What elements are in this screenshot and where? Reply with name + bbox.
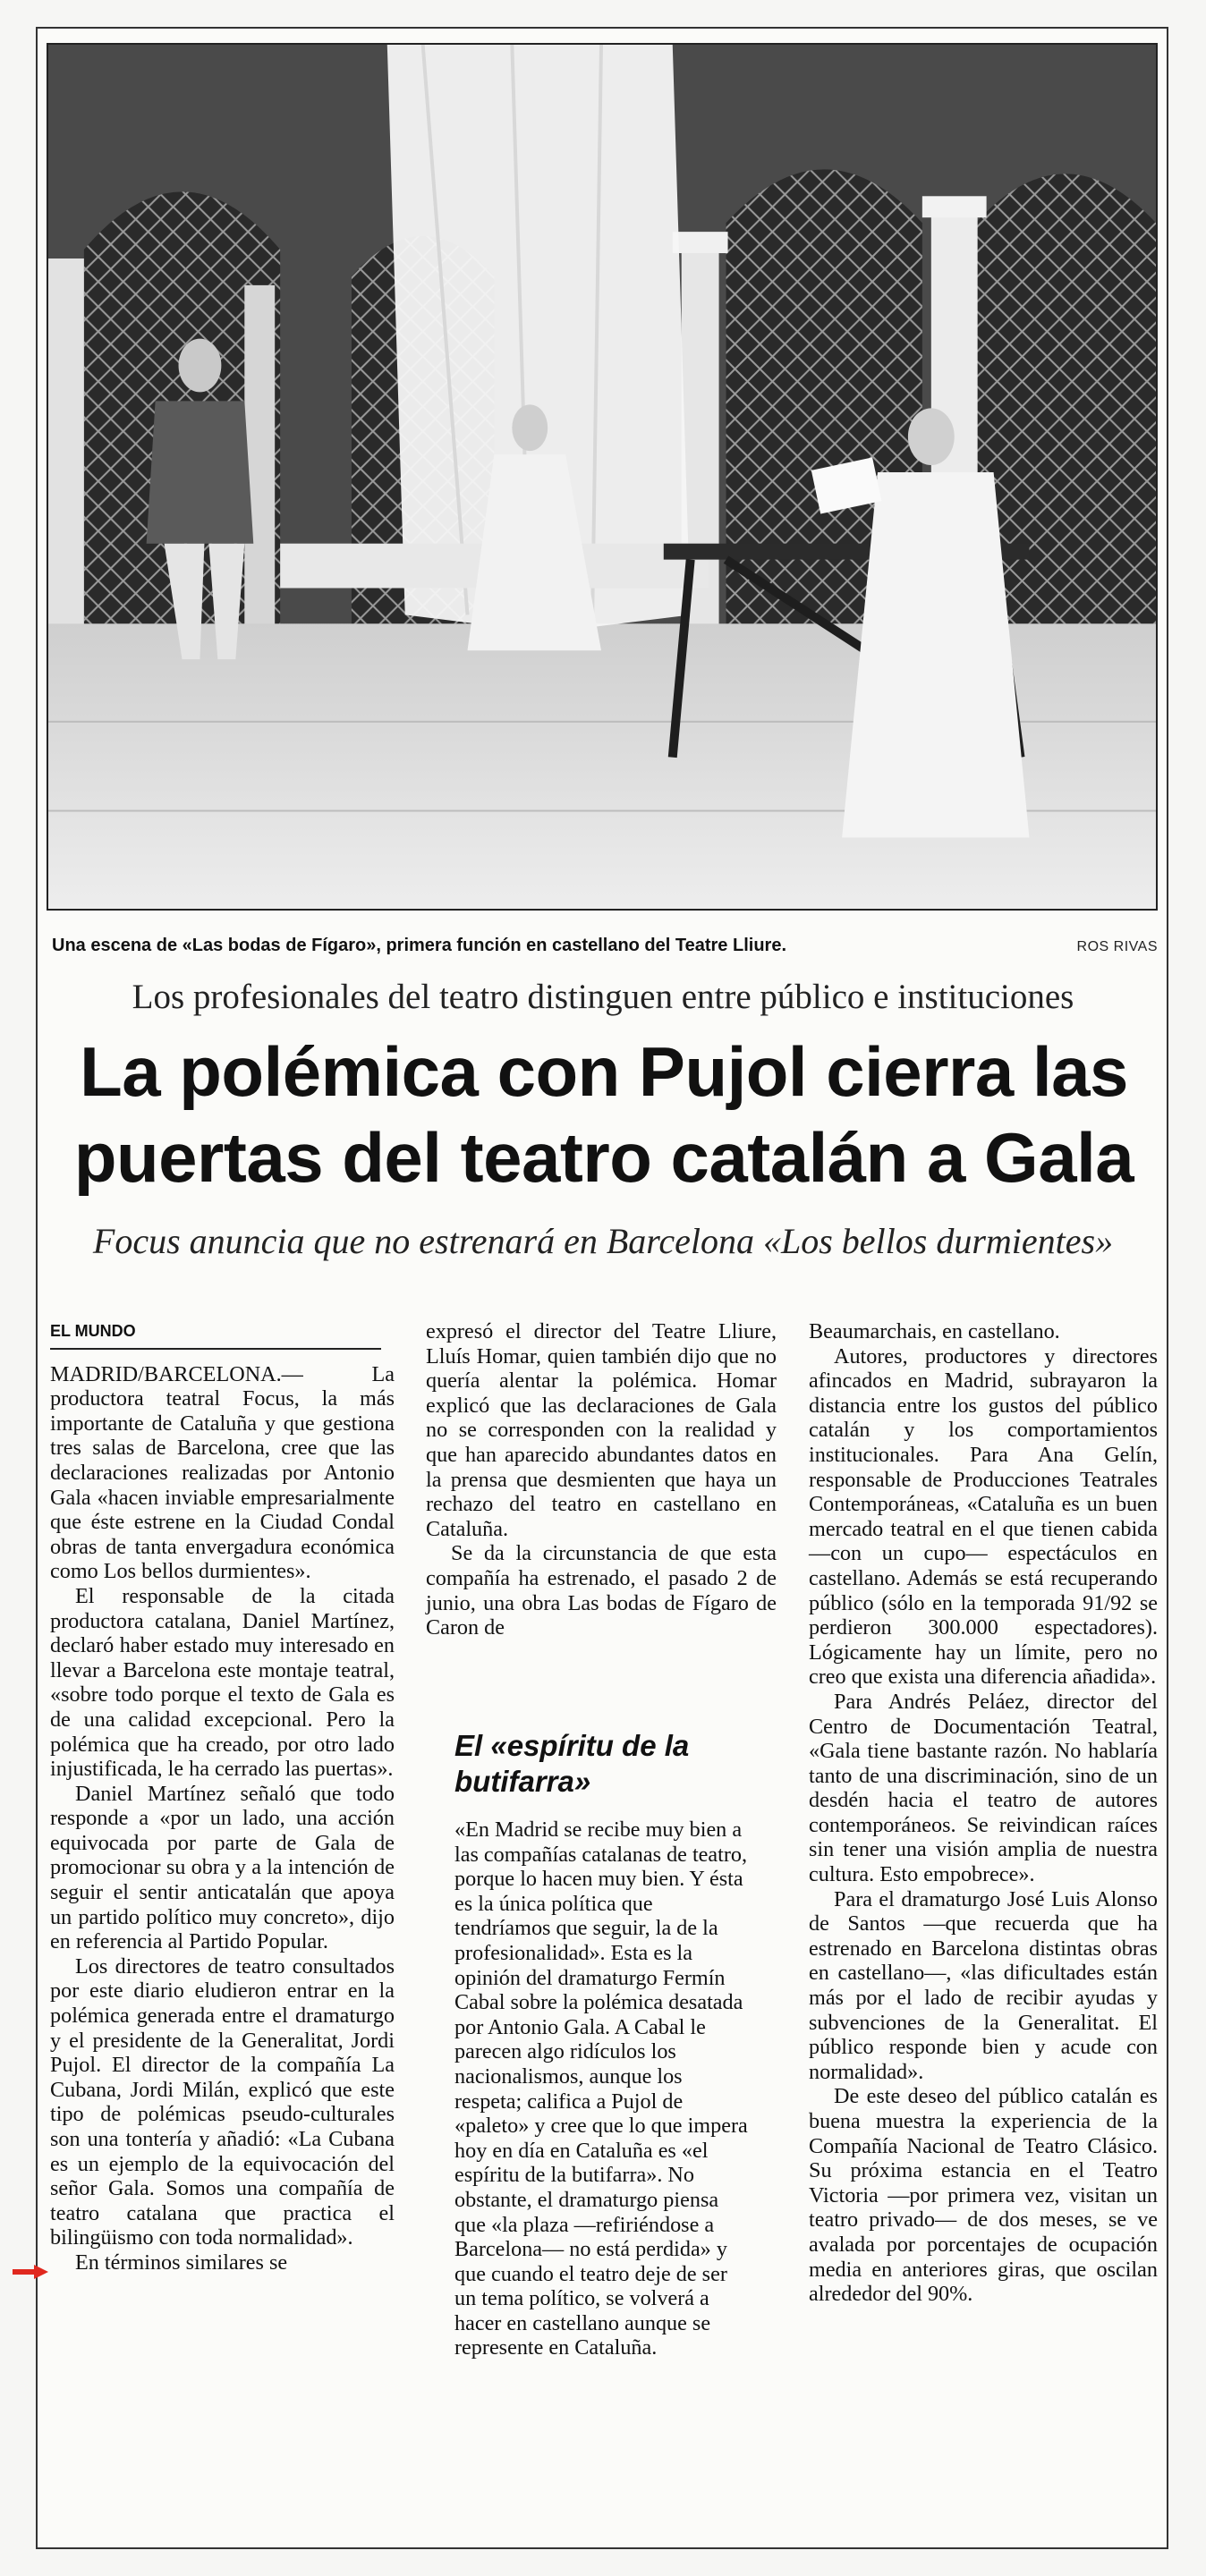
paragraph: MADRID/BARCELONA.— La productora teatral Focus, la más importante de Cataluña y que gestiona tres salas de Barcelona, cree que las declaraciones realizadas por Antonio Gala «hacen inviable empresarialmente que éste estrene en la Ciudad Condal obras de tanta envergadura económica como Los bellos durmientes». (50, 1361, 395, 1584)
article-column-2 (426, 1319, 777, 1640)
article-column-1 (50, 1319, 395, 2275)
theatre-scene-image (48, 45, 1156, 909)
photo-credit: ROS RIVAS (1076, 939, 1158, 954)
sidebar-body: «En Madrid se recibe muy bien a las compañías catalanas de teatro, porque lo hacen muy bien. Y ésta es la única política que tendríamos que seguir, la de la profesionalidad». Esta es la opinión del dramaturgo Fermín Cabal sobre la polémica desatada por Antonio Gala. A Cabal le parecen algo ridículos los nacionalismos, aunque los respeta; califica a Pujol de «paleto» y cree que lo que impera hoy en día en Cataluña es «el espíritu de la butifarra». No obstante, el dramaturgo piensa que «la plaza —refiriéndose a Barcelona— no está perdida» y que cuando el teatro deje de ser un tema político, se volverá a hacer en castellano aunque se represente en Cataluña. (454, 1818, 748, 2360)
sidebar-title: El «espíritu de la butifarra» (454, 1729, 690, 1798)
headline (47, 1029, 1161, 1200)
paragraph: El responsable de la citada productora catalana, Daniel Martínez, declaró haber estado muy interesado en llevar a Barcelona este montaje teatral, «sobre todo porque el texto de Gala es de una calidad excepcional. Pero la polémica que ha creado, por otro lado injustificada, le ha cerrado las puertas». (50, 1583, 395, 1782)
kicker: Los profesionales del teatro distinguen entre público e instituciones (132, 978, 1074, 1016)
headline-line-2: puertas del teatro catalán a Gala (73, 1118, 1134, 1197)
paragraph: En términos similares se (75, 2250, 288, 2275)
sidebar-box (454, 1728, 750, 2360)
paragraph: Beaumarchais, en castellano. (809, 1319, 1060, 1343)
paragraph: Daniel Martínez señaló que todo responde a «por un lado, una acción equivocada por parte de Gala de promocionar su obra y a la intención de seguir el sentir anticatalán que apoya un partido político muy concreto», dijo en referencia al Partido Popular. (50, 1781, 395, 1954)
subhead: Focus anuncia que no estrenará en Barcelona «Los bellos durmientes» (92, 1221, 1114, 1261)
paragraph: De este deseo del público catalán es buena muestra la experiencia de la Compañía Nacional de Teatro Clásico. Su próxima estancia en el Teatro Victoria —por primera vez, visitan un teatro privado— de dos meses, se ve avalada por porcentajes de ocupación media en anteriores giras, que oscilan alrededor del 90%. (809, 2084, 1158, 2307)
paragraph: Se da la circunstancia de que esta compañía ha estrenado, el pasado 2 de junio, una obra Las bodas de Fígaro de Caron de (426, 1541, 777, 1640)
paragraph: Los directores de teatro consultados por este diario eludieron entrar en la polémica generada entre el dramaturgo y el presidente de la Generalitat, Jordi Pujol. El director de la compañía La Cubana, Jordi Milán, explicó que este tipo de polémicas pseudo-culturales son una tontería y añadió: «La Cubana es un ejemplo de la equivocación del señor Gala. Somos una compañía de teatro catalana que practica el bilingüismo con toda normalidad». (50, 1953, 395, 2250)
paragraph: Para Andrés Peláez, director del Centro de Documentación Teatral, «Gala tiene bastante razón. No hablaría tanto de una discriminación, sino de un desdén hacia el teatro de autores contemporáneos. Se reivindican raíces sin tener una visión amplia de nuestra cultura. Esto empobrece». (809, 1689, 1158, 1887)
article-column-3 (809, 1319, 1158, 2307)
paragraph: Autores, productores y directores afincados en Madrid, subrayaron la distancia entre los gustos del público catalán y los comportamientos institucionales. Para Ana Gelín, responsable de Producciones Teatrales Contemporáneas, «Cataluña es un buen mercado teatral en el que tienen cabida —con un cupo— espectáculos en castellano. Además se está recuperando público (sólo en la temporada 91/92 se perdieron 300.000 espectadores). Lógicamente hay un límite, pero no creo que exista una diferencia añadida». (809, 1343, 1158, 1690)
photo-caption: Una escena de «Las bodas de Fígaro», primera función en castellano del Teatre Lliure. (52, 936, 786, 955)
section-label: EL MUNDO (50, 1319, 381, 1350)
paragraph: expresó el director del Teatre Lliure, Lluís Homar, quien también dijo que no quería alentar la polémica. Homar explicó que las declaraciones de Gala no se corresponden con la realidad y que han aparecido abundantes datos en la prensa que desmienten que haya un rechazo del teatro en castellano en Cataluña. (426, 1319, 777, 1541)
paragraph: Para el dramaturgo José Luis Alonso de Santos —que recuerda que ha estrenado en Barcelona distintas obras en castellano—, «las dificultades están más por el lado de recibir ayudas y subvenciones de la Generalitat. El público responde bien y acude con normalidad». (809, 1886, 1158, 2084)
stage-photo (47, 43, 1158, 911)
headline-line-1: La polémica con Pujol cierra las (80, 1032, 1128, 1111)
red-arrow-icon (13, 2265, 48, 2279)
